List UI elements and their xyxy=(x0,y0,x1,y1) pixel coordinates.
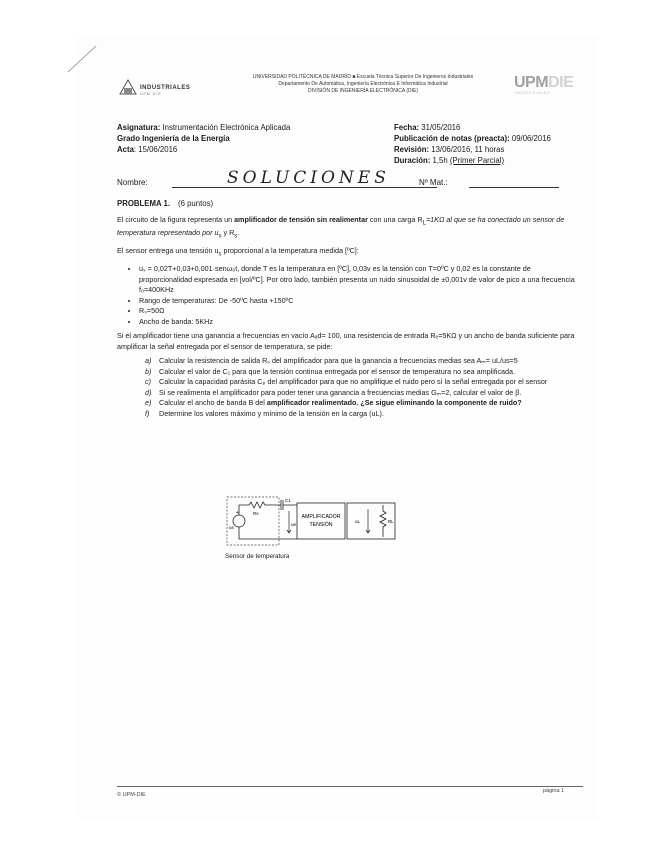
revision-label: Revisión: xyxy=(394,145,430,154)
building-icon xyxy=(118,74,138,98)
industriales-logo xyxy=(118,74,193,104)
question-text: Determine los valores máximo y mínimo de la tensión en la carga (uL). xyxy=(159,408,384,418)
exam-dates xyxy=(394,122,551,166)
ue-label: ue xyxy=(291,522,297,527)
duracion-label: Duración: xyxy=(394,156,431,165)
question-item xyxy=(139,388,585,399)
question-item xyxy=(139,398,585,409)
intro-d: =1KΩ al que se ha conectado un sensor de temperatura representado por u xyxy=(117,214,565,238)
duracion-note: (Primer Parcial) xyxy=(449,156,505,165)
logo-right-sub: INDUSTRIALES xyxy=(514,90,551,95)
problem-body xyxy=(117,199,585,423)
resistor-rs-icon xyxy=(249,502,275,508)
duracion-value: 1,5h xyxy=(430,156,450,165)
question-item xyxy=(139,367,585,378)
question-letter: f) xyxy=(145,408,150,418)
question-text: Si se realimenta el amplificador para poder tener una ganancia a frecuencias medias Gₘ=2, calcular el valor de β. xyxy=(159,387,522,397)
footer-page-number: página 1 xyxy=(543,788,565,794)
question-text: Calcular la capacidad parásita Cₚ del amplificador para que no amplifique el ruido pero sí la señal entregada por el sensor xyxy=(159,377,548,387)
amp-label-1: AMPLIFICADOR xyxy=(301,514,341,520)
sensor-bullets xyxy=(117,264,585,327)
sensor-line: El sensor entrega una tensión $u_s$ proporcional a la temperatura medida [ºC]: xyxy=(117,246,359,258)
question-letter: e) xyxy=(145,398,152,408)
problem-intro: El circuito de la figura representa un amplificador de tensión sin realimentar con una carga $R_L=1K\Omega$ al que se ha conectado un sensor de temperatura representado por $u_s$ y $R_s$. xyxy=(117,214,565,240)
problem-title xyxy=(117,199,585,210)
question-letter: a) xyxy=(145,356,152,366)
institution-line-1: UNIVERSIDAD POLITÉCNICA DE MADRID ■ Escuela Técnica Superior De Ingenieros Industriales xyxy=(252,74,474,80)
nombre-label: Nombre: xyxy=(117,178,148,187)
nombre-handwritten: SOLUCIONES xyxy=(227,168,390,188)
student-name-row xyxy=(117,168,583,192)
question-text: Calcular el valor de C₁ para que la tensión continua entregada por el sensor de temperatura no sea amplificada. xyxy=(159,366,516,376)
rs-label: Rs xyxy=(253,511,259,516)
fecha-label: Fecha: xyxy=(394,123,420,132)
institution-line-3: DIVISIÓN DE INGENIERÍA ELECTRÓNICA (DIE) xyxy=(307,88,419,94)
intro-b: amplificador de tensión sin realimentar xyxy=(234,214,368,224)
problem-number: PROBLEMA 1. xyxy=(117,199,170,208)
intro-f: . xyxy=(237,228,240,238)
publicacion-label: Publicación de notas (preacta): xyxy=(394,134,510,143)
footer-copyright: © UPM-DIE xyxy=(117,792,146,798)
sensor-box xyxy=(227,497,279,545)
asignatura-label: Asignatura: xyxy=(117,123,161,132)
question-text-a: Calcular el ancho de banda B del xyxy=(159,398,267,408)
course-info xyxy=(117,122,290,155)
upm-die-logo xyxy=(514,74,573,95)
logo-upm: UPM xyxy=(514,74,549,91)
logo-left-text: INDUSTRIALES xyxy=(140,85,191,91)
sensor-line-a: El sensor entrega una tensión u xyxy=(117,246,219,256)
question-letter: b) xyxy=(145,366,152,376)
question-item xyxy=(139,356,585,367)
mat-line xyxy=(469,187,559,188)
acta-value: : 15/06/2016 xyxy=(133,145,178,154)
publicacion-value: 09/06/2016 xyxy=(509,134,551,143)
bullet-item: • Rango de temperaturas: De -50ºC hasta +150ºC xyxy=(139,296,585,307)
mat-label: Nº Mat.: xyxy=(419,178,448,187)
pencil-mark xyxy=(66,42,106,82)
fecha-value: 31/05/2016 xyxy=(419,123,461,132)
intro-c-sub: L xyxy=(422,219,426,226)
question-letter: d) xyxy=(145,387,152,397)
bullet-item: • uₛ = 0,02T+0,03+0,001·senω₀t, donde T es la temperatura en [ºC], 0,03v es la tensión con T=0ºC y 0,02 es la constante de proporcionalidad expresada en [vol/ºC]. Por otro lado, también presenta un ruido sinusoidal de ±0,001v de valor de pico a una frecuencia f₀=400KHz xyxy=(139,264,585,296)
svg-text:+: + xyxy=(236,510,239,516)
c1-label: C1 xyxy=(285,498,291,503)
asignatura-value: Instrumentación Electrónica Aplicada xyxy=(160,123,291,132)
ul-label: uL xyxy=(355,519,361,524)
resistor-rl-icon xyxy=(380,505,386,537)
logo-die: DIE xyxy=(548,74,574,91)
intro-e: y R xyxy=(221,228,235,238)
circuit-caption: Sensor de temperatura xyxy=(225,553,290,560)
institution-block xyxy=(213,74,513,95)
question-letter: c) xyxy=(145,377,151,387)
question-item xyxy=(139,409,585,420)
sensor-line-b: proporcional a la temperatura medida [ºC]: xyxy=(221,246,359,256)
document-header xyxy=(118,74,578,114)
rl-label: RL xyxy=(388,519,394,524)
acta-label: Acta xyxy=(117,145,134,154)
problem-points: (6 puntos) xyxy=(178,199,214,208)
question-text-b: amplificador realimentado. ¿Se sigue eliminando la componente de ruido? xyxy=(266,398,522,408)
us-label: us xyxy=(229,525,234,530)
footer-divider xyxy=(117,786,583,787)
institution-line-2: Departamento De Automática, Ingeniería Electrónica E Informática Industrial xyxy=(278,81,448,87)
bullet-item: • Ancho de banda: 5KHz xyxy=(139,317,585,328)
amplifier-paragraph: Si el amplificador tiene una ganancia a frecuencias en vacío Aₐd= 100, una resistencia de entrada Rₑ=5KΩ y un ancho de banda suficiente para amplificar la señal entregada por el sensor de temperatura, se pide: xyxy=(117,331,575,351)
voltage-source-icon xyxy=(233,515,245,527)
logo-left-sub: UPM DIE xyxy=(140,92,162,96)
amplifier-box xyxy=(297,503,345,539)
bullet-item: • Rₛ=50Ω xyxy=(139,306,585,317)
intro-a: El circuito de la figura representa un xyxy=(117,214,235,224)
question-text: Calcular la resistencia de salida Rₛ del amplificador para que la ganancia a frecuencias medias sea Aₘ= uL/us=5 xyxy=(159,356,518,366)
revision-value: 13/06/2016, 11 horas xyxy=(429,145,505,154)
questions-list xyxy=(117,356,585,419)
question-item xyxy=(139,377,585,388)
grado: Grado Ingeniería de la Energía xyxy=(117,134,230,143)
amp-label-2: TENSIÓN xyxy=(309,522,333,528)
intro-c: con una carga R xyxy=(367,214,423,224)
